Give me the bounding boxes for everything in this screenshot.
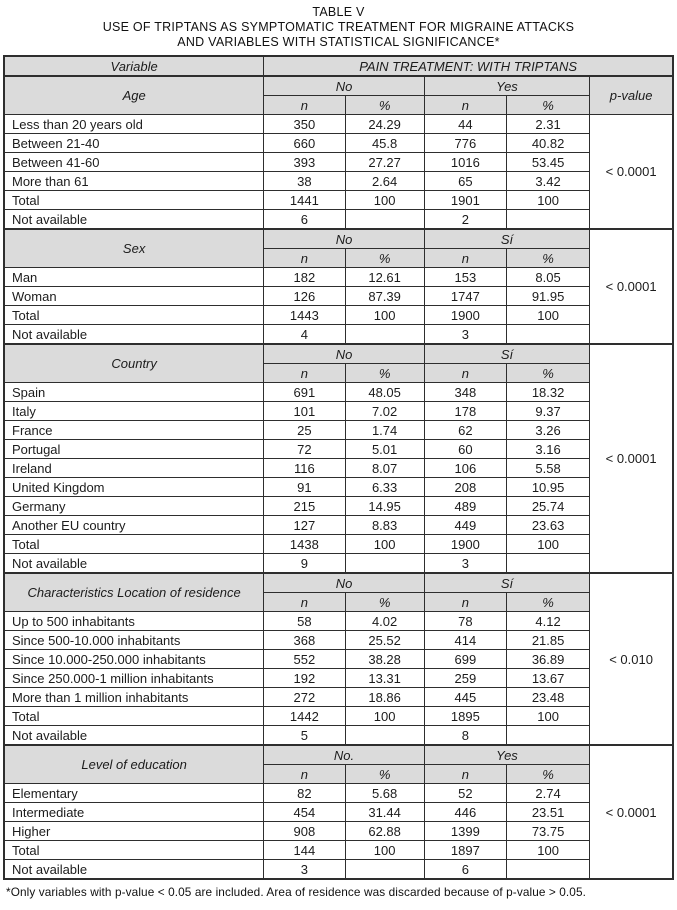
data-value-cell: 1443 bbox=[264, 306, 345, 325]
data-value-cell: 1895 bbox=[424, 707, 506, 726]
treatment-group-header: PAIN TREATMENT: WITH TRIPTANS bbox=[264, 56, 673, 76]
no-group-header: No bbox=[264, 573, 424, 593]
data-value-cell: 6 bbox=[424, 860, 506, 880]
data-value-cell: 91 bbox=[264, 478, 345, 497]
row-label: Total bbox=[4, 535, 264, 554]
table-row bbox=[4, 707, 673, 726]
table-row bbox=[4, 573, 673, 593]
data-value-cell: 5.68 bbox=[345, 784, 424, 803]
table-row bbox=[4, 860, 673, 880]
data-value-cell: 272 bbox=[264, 688, 345, 707]
data-value-cell: 691 bbox=[264, 383, 345, 402]
data-value-cell: 65 bbox=[424, 172, 506, 191]
data-value-cell bbox=[345, 726, 424, 746]
data-value-cell: 48.05 bbox=[345, 383, 424, 402]
data-value-cell: 446 bbox=[424, 803, 506, 822]
table-title-line-1: USE OF TRIPTANS AS SYMPTOMATIC TREATMENT FOR MIGRAINE ATTACKS bbox=[102, 20, 575, 34]
data-value-cell bbox=[345, 325, 424, 345]
data-value-cell: 182 bbox=[264, 268, 345, 287]
data-value-cell: 5 bbox=[264, 726, 345, 746]
table-title-line-2: AND VARIABLES WITH STATISTICAL SIGNIFICANCE* bbox=[177, 35, 500, 49]
table-row bbox=[4, 268, 673, 287]
data-value-cell: 153 bbox=[424, 268, 506, 287]
data-value-cell: 3 bbox=[424, 325, 506, 345]
variable-column-header: Variable bbox=[4, 56, 264, 76]
table-row bbox=[4, 134, 673, 153]
data-value-cell: 1016 bbox=[424, 153, 506, 172]
data-value-cell: 62 bbox=[424, 421, 506, 440]
data-value-cell: 18.86 bbox=[345, 688, 424, 707]
row-label: Since 500-10.000 inhabitants bbox=[4, 631, 264, 650]
row-label: Not available bbox=[4, 554, 264, 574]
yes-group-header: Sí bbox=[424, 229, 589, 249]
table-row bbox=[4, 650, 673, 669]
data-value-cell: 8.07 bbox=[345, 459, 424, 478]
subcolumn-header: n bbox=[424, 593, 506, 612]
data-value-cell: 38.28 bbox=[345, 650, 424, 669]
table-row bbox=[4, 210, 673, 230]
data-value-cell bbox=[345, 210, 424, 230]
subcolumn-header: % bbox=[506, 593, 589, 612]
data-value-cell: 25.74 bbox=[506, 497, 589, 516]
subcolumn-header: % bbox=[345, 765, 424, 784]
data-value-cell: 1.74 bbox=[345, 421, 424, 440]
row-label: Italy bbox=[4, 402, 264, 421]
subcolumn-header: % bbox=[506, 96, 589, 115]
data-value-cell: 40.82 bbox=[506, 134, 589, 153]
data-value-cell: 3.42 bbox=[506, 172, 589, 191]
row-label: Elementary bbox=[4, 784, 264, 803]
table-row bbox=[4, 554, 673, 574]
data-value-cell: 1441 bbox=[264, 191, 345, 210]
yes-group-header: Sí bbox=[424, 573, 589, 593]
data-value-cell: 1901 bbox=[424, 191, 506, 210]
data-value-cell: 2.64 bbox=[345, 172, 424, 191]
data-value-cell: 82 bbox=[264, 784, 345, 803]
data-value-cell: 454 bbox=[264, 803, 345, 822]
data-value-cell: 3.16 bbox=[506, 440, 589, 459]
row-label: Not available bbox=[4, 210, 264, 230]
data-value-cell: 1900 bbox=[424, 535, 506, 554]
subcolumn-header: n bbox=[264, 364, 345, 383]
data-value-cell: 23.51 bbox=[506, 803, 589, 822]
data-value-cell: 100 bbox=[506, 306, 589, 325]
data-value-cell: 259 bbox=[424, 669, 506, 688]
data-value-cell: 552 bbox=[264, 650, 345, 669]
table-row bbox=[4, 745, 673, 765]
data-value-cell: 100 bbox=[345, 841, 424, 860]
data-value-cell: 72 bbox=[264, 440, 345, 459]
data-value-cell: 10.95 bbox=[506, 478, 589, 497]
section-variable-header: Country bbox=[4, 344, 264, 383]
subcolumn-header: % bbox=[345, 249, 424, 268]
data-value-cell: 87.39 bbox=[345, 287, 424, 306]
data-value-cell: 1438 bbox=[264, 535, 345, 554]
table-row bbox=[4, 822, 673, 841]
data-value-cell: 73.75 bbox=[506, 822, 589, 841]
table-row bbox=[4, 803, 673, 822]
data-value-cell: 38 bbox=[264, 172, 345, 191]
row-label: Between 41-60 bbox=[4, 153, 264, 172]
table-row bbox=[4, 669, 673, 688]
data-value-cell: 6.33 bbox=[345, 478, 424, 497]
table-footnote: *Only variables with p-value < 0.05 are included. Area of residence was discarded because of p-value > 0.05. bbox=[6, 885, 587, 899]
yes-group-header: Yes bbox=[424, 76, 589, 96]
data-value-cell: 776 bbox=[424, 134, 506, 153]
subcolumn-header: % bbox=[506, 249, 589, 268]
data-value-cell bbox=[345, 860, 424, 880]
data-value-cell: 100 bbox=[506, 841, 589, 860]
row-label: Total bbox=[4, 707, 264, 726]
table-row bbox=[4, 153, 673, 172]
data-value-cell: 27.27 bbox=[345, 153, 424, 172]
data-value-cell: 78 bbox=[424, 612, 506, 631]
data-value-cell: 100 bbox=[345, 191, 424, 210]
data-value-cell: 350 bbox=[264, 115, 345, 134]
data-value-cell: 8.83 bbox=[345, 516, 424, 535]
data-value-cell: 3 bbox=[424, 554, 506, 574]
section-variable-header: Characteristics Location of residence bbox=[4, 573, 264, 612]
subcolumn-header: n bbox=[264, 96, 345, 115]
table-row bbox=[4, 841, 673, 860]
data-value-cell: 100 bbox=[506, 535, 589, 554]
data-value-cell bbox=[506, 325, 589, 345]
subcolumn-header: % bbox=[345, 593, 424, 612]
data-value-cell: 36.89 bbox=[506, 650, 589, 669]
data-value-cell: 1399 bbox=[424, 822, 506, 841]
data-value-cell: 4.02 bbox=[345, 612, 424, 631]
data-value-cell: 208 bbox=[424, 478, 506, 497]
data-value-cell bbox=[506, 554, 589, 574]
table-row bbox=[4, 688, 673, 707]
table-row bbox=[4, 383, 673, 402]
row-label: Not available bbox=[4, 325, 264, 345]
data-value-cell: 12.61 bbox=[345, 268, 424, 287]
data-value-cell: 25 bbox=[264, 421, 345, 440]
table-row bbox=[4, 516, 673, 535]
data-value-cell: 100 bbox=[345, 535, 424, 554]
table-row bbox=[4, 229, 673, 249]
row-label: More than 61 bbox=[4, 172, 264, 191]
yes-group-header: Sí bbox=[424, 344, 589, 364]
data-value-cell: 31.44 bbox=[345, 803, 424, 822]
no-group-header: No. bbox=[264, 745, 424, 765]
pvalue-cell: < 0.0001 bbox=[590, 745, 673, 879]
data-value-cell: 45.8 bbox=[345, 134, 424, 153]
row-label: France bbox=[4, 421, 264, 440]
no-group-header: No bbox=[264, 76, 424, 96]
data-value-cell: 2.31 bbox=[506, 115, 589, 134]
section-variable-header: Age bbox=[4, 76, 264, 115]
data-value-cell: 44 bbox=[424, 115, 506, 134]
table-row bbox=[4, 478, 673, 497]
row-label: Higher bbox=[4, 822, 264, 841]
row-label: Spain bbox=[4, 383, 264, 402]
row-label: Ireland bbox=[4, 459, 264, 478]
table-row bbox=[4, 402, 673, 421]
row-label: Not available bbox=[4, 860, 264, 880]
pvalue-cell: < 0.0001 bbox=[590, 229, 673, 344]
table-row bbox=[4, 172, 673, 191]
data-value-cell: 393 bbox=[264, 153, 345, 172]
data-value-cell: 660 bbox=[264, 134, 345, 153]
row-label: Portugal bbox=[4, 440, 264, 459]
data-value-cell: 7.02 bbox=[345, 402, 424, 421]
data-value-cell: 5.01 bbox=[345, 440, 424, 459]
row-label: Intermediate bbox=[4, 803, 264, 822]
data-value-cell: 62.88 bbox=[345, 822, 424, 841]
row-label: Total bbox=[4, 191, 264, 210]
data-value-cell: 4.12 bbox=[506, 612, 589, 631]
data-value-cell: 449 bbox=[424, 516, 506, 535]
data-value-cell: 192 bbox=[264, 669, 345, 688]
row-label: Less than 20 years old bbox=[4, 115, 264, 134]
data-value-cell: 215 bbox=[264, 497, 345, 516]
data-value-cell: 4 bbox=[264, 325, 345, 345]
table-row bbox=[4, 325, 673, 345]
data-value-cell: 116 bbox=[264, 459, 345, 478]
table-number: TABLE V bbox=[312, 5, 365, 19]
subcolumn-header: % bbox=[345, 364, 424, 383]
table-row bbox=[4, 459, 673, 478]
table-row bbox=[4, 344, 673, 364]
triptans-statistics-table bbox=[3, 55, 674, 880]
data-value-cell: 14.95 bbox=[345, 497, 424, 516]
subcolumn-header: n bbox=[424, 364, 506, 383]
data-value-cell: 60 bbox=[424, 440, 506, 459]
pvalue-cell: < 0.0001 bbox=[590, 115, 673, 230]
pvalue-cell: < 0.0001 bbox=[590, 344, 673, 573]
table-row bbox=[4, 631, 673, 650]
subcolumn-header: n bbox=[424, 96, 506, 115]
table-row bbox=[4, 726, 673, 746]
row-label: Germany bbox=[4, 497, 264, 516]
row-label: Up to 500 inhabitants bbox=[4, 612, 264, 631]
yes-group-header: Yes bbox=[424, 745, 589, 765]
row-label: Not available bbox=[4, 726, 264, 746]
data-value-cell: 13.67 bbox=[506, 669, 589, 688]
row-label: More than 1 million inhabitants bbox=[4, 688, 264, 707]
data-value-cell bbox=[506, 860, 589, 880]
no-group-header: No bbox=[264, 344, 424, 364]
pvalue-cell: < 0.010 bbox=[590, 573, 673, 745]
data-value-cell: 3 bbox=[264, 860, 345, 880]
row-label: Between 21-40 bbox=[4, 134, 264, 153]
subcolumn-header: n bbox=[264, 249, 345, 268]
subcolumn-header: % bbox=[345, 96, 424, 115]
data-value-cell: 3.26 bbox=[506, 421, 589, 440]
row-label: Total bbox=[4, 306, 264, 325]
data-value-cell: 52 bbox=[424, 784, 506, 803]
data-value-cell: 908 bbox=[264, 822, 345, 841]
data-value-cell: 348 bbox=[424, 383, 506, 402]
table-row bbox=[4, 784, 673, 803]
data-value-cell: 100 bbox=[506, 191, 589, 210]
pvalue-column-header: p-value bbox=[590, 76, 673, 115]
table-row bbox=[4, 287, 673, 306]
row-label: Another EU country bbox=[4, 516, 264, 535]
data-value-cell: 699 bbox=[424, 650, 506, 669]
table-row bbox=[4, 612, 673, 631]
table-row bbox=[4, 535, 673, 554]
row-label: Since 250.000-1 million inhabitants bbox=[4, 669, 264, 688]
subcolumn-header: n bbox=[424, 249, 506, 268]
table-row bbox=[4, 497, 673, 516]
data-value-cell: 13.31 bbox=[345, 669, 424, 688]
no-group-header: No bbox=[264, 229, 424, 249]
data-value-cell: 21.85 bbox=[506, 631, 589, 650]
table-row bbox=[4, 76, 673, 96]
subcolumn-header: % bbox=[506, 765, 589, 784]
data-value-cell bbox=[345, 554, 424, 574]
data-value-cell: 101 bbox=[264, 402, 345, 421]
data-value-cell: 126 bbox=[264, 287, 345, 306]
data-value-cell bbox=[506, 210, 589, 230]
data-value-cell: 2 bbox=[424, 210, 506, 230]
data-value-cell: 2.74 bbox=[506, 784, 589, 803]
data-value-cell bbox=[506, 726, 589, 746]
subcolumn-header: n bbox=[424, 765, 506, 784]
table-row bbox=[4, 306, 673, 325]
table-row bbox=[4, 440, 673, 459]
data-value-cell: 6 bbox=[264, 210, 345, 230]
data-value-cell: 9.37 bbox=[506, 402, 589, 421]
table-row bbox=[4, 191, 673, 210]
data-value-cell: 445 bbox=[424, 688, 506, 707]
data-value-cell: 489 bbox=[424, 497, 506, 516]
data-value-cell: 1442 bbox=[264, 707, 345, 726]
data-value-cell: 18.32 bbox=[506, 383, 589, 402]
data-value-cell: 5.58 bbox=[506, 459, 589, 478]
table-title-block bbox=[0, 0, 677, 50]
data-value-cell: 106 bbox=[424, 459, 506, 478]
data-value-cell: 23.63 bbox=[506, 516, 589, 535]
data-value-cell: 1900 bbox=[424, 306, 506, 325]
data-value-cell: 91.95 bbox=[506, 287, 589, 306]
data-value-cell: 100 bbox=[345, 306, 424, 325]
row-label: United Kingdom bbox=[4, 478, 264, 497]
table-row bbox=[4, 56, 673, 76]
row-label: Woman bbox=[4, 287, 264, 306]
table-row bbox=[4, 421, 673, 440]
data-value-cell: 8 bbox=[424, 726, 506, 746]
data-value-cell: 8.05 bbox=[506, 268, 589, 287]
data-value-cell: 25.52 bbox=[345, 631, 424, 650]
row-label: Total bbox=[4, 841, 264, 860]
section-variable-header: Level of education bbox=[4, 745, 264, 784]
section-variable-header: Sex bbox=[4, 229, 264, 268]
data-value-cell: 127 bbox=[264, 516, 345, 535]
row-label: Since 10.000-250.000 inhabitants bbox=[4, 650, 264, 669]
data-value-cell: 58 bbox=[264, 612, 345, 631]
data-value-cell: 23.48 bbox=[506, 688, 589, 707]
data-value-cell: 1747 bbox=[424, 287, 506, 306]
data-value-cell: 100 bbox=[345, 707, 424, 726]
data-value-cell: 368 bbox=[264, 631, 345, 650]
subcolumn-header: % bbox=[506, 364, 589, 383]
data-value-cell: 144 bbox=[264, 841, 345, 860]
data-value-cell: 414 bbox=[424, 631, 506, 650]
row-label: Man bbox=[4, 268, 264, 287]
data-value-cell: 9 bbox=[264, 554, 345, 574]
table-row bbox=[4, 115, 673, 134]
data-value-cell: 53.45 bbox=[506, 153, 589, 172]
data-value-cell: 100 bbox=[506, 707, 589, 726]
subcolumn-header: n bbox=[264, 593, 345, 612]
subcolumn-header: n bbox=[264, 765, 345, 784]
data-value-cell: 178 bbox=[424, 402, 506, 421]
data-value-cell: 1897 bbox=[424, 841, 506, 860]
data-value-cell: 24.29 bbox=[345, 115, 424, 134]
